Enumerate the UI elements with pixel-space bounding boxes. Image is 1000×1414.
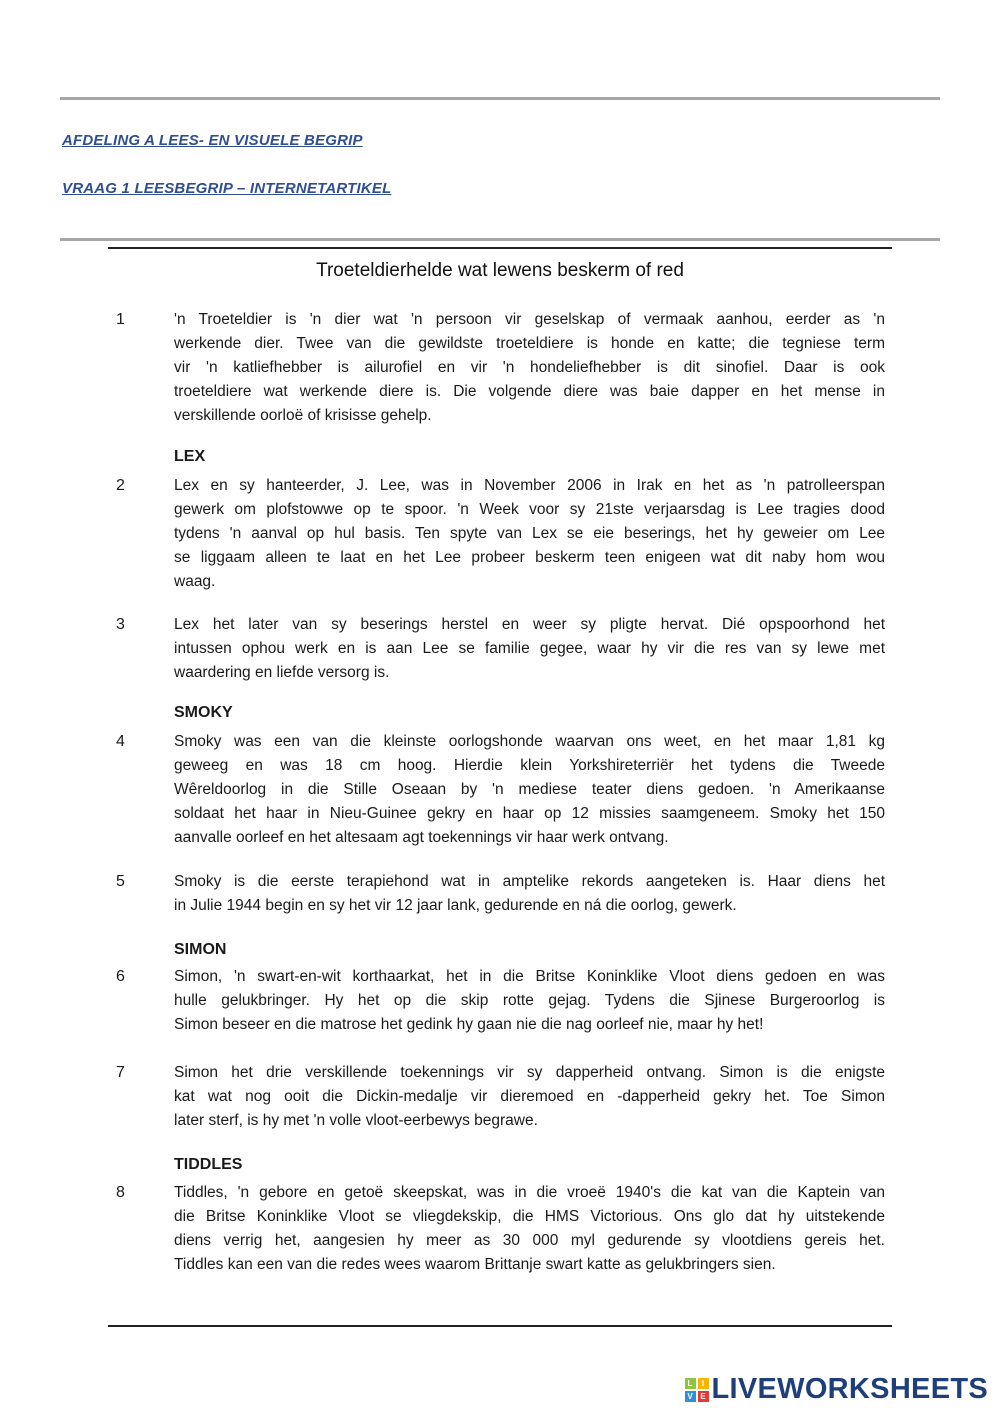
paragraph-line: tydens 'n aanval op hul basis. Ten spyte van Lex se eie beserings, het hy geweier om Lee (174, 525, 885, 542)
logo-letter-tile: V (685, 1391, 696, 1402)
paragraph-line: Lex het later van sy beserings herstel en weer sy pligte hervat. Dié opspoorhond het (174, 616, 885, 633)
divider-top (60, 97, 940, 100)
logo-letter-tile: I (698, 1378, 709, 1389)
paragraph-line: Smoky is die eerste terapiehond wat in amptelike rekords aangeteken is. Haar diens het (174, 873, 885, 890)
question-heading: VRAAG 1 LEESBEGRIP – INTERNETARTIKEL (62, 180, 392, 197)
paragraph-line: hulle gelukbringer. Hy het op die skip rotte gejag. Tydens die Sjinese Burgeroorlog is (174, 992, 885, 1009)
paragraph (174, 870, 885, 918)
section-heading: AFDELING A LEES- EN VISUELE BEGRIP (62, 132, 363, 149)
paragraph-line: Simon het drie verskillende toekennings vir sy dapperheid ontvang. Simon is die enigste (174, 1064, 885, 1081)
divider-middle (60, 238, 940, 241)
paragraph-line: Tiddles, 'n gebore en getoë skeepskat, was in die vroeë 1940's die kat van die Kaptein van (174, 1184, 885, 1201)
paragraph (174, 1181, 885, 1277)
logo-letter-tile: L (685, 1378, 696, 1389)
paragraph-line: Lex en sy hanteerder, J. Lee, was in November 2006 in Irak en het as 'n patrolleerspan (174, 477, 885, 494)
paragraph-line: se liggaam alleen te laat en het Lee probeer beskerm teen enigeen wat dit naby hom wou (174, 549, 885, 566)
article-top-rule (108, 247, 892, 249)
paragraph (174, 613, 885, 685)
paragraph-line: intussen ophou werk en is aan Lee se familie gegee, waar hy vir die res van sy lewe met (174, 640, 885, 657)
paragraph-line: vir 'n katliefhebber is ailurofiel en vir 'n hondeliefhebber is dit sinofiel. Daar is ook (174, 359, 885, 376)
paragraph (174, 474, 885, 594)
paragraph-line: waardering en liefde versorg is. (174, 664, 390, 681)
paragraph (174, 730, 885, 850)
paragraph-line: waag. (174, 573, 216, 590)
paragraph-line: Simon, 'n swart-en-wit korthaarkat, het in die Britse Koninklike Vloot diens gedoen en was (174, 968, 885, 985)
paragraph-line: Tiddles kan een van die redes wees waarom Brittanje swart katte as gelukbringers sien. (174, 1256, 776, 1273)
subheading: TIDDLES (174, 1156, 243, 1173)
paragraph-line: gewerk om plofstowwe op te spoor. 'n Week voor sy 21ste verjaarsdag is Lee tragies dood (174, 501, 885, 518)
paragraph-line: soldaat het haar in Nieu-Guinee gekry en haar op 12 missies saamgeneem. Smoky het 150 (174, 805, 885, 822)
logo-icon (685, 1378, 709, 1402)
logo-letter-tile: E (698, 1391, 709, 1402)
paragraph-line: aanvalle oorleef en het altesaam agt toekennings vir haar werk ontvang. (174, 829, 669, 846)
paragraph-line: diens verrig het, aangesien hy meer as 30 000 myl gedurende sy vlootdiens gereis het. (174, 1232, 885, 1249)
paragraph-number: 8 (116, 1184, 125, 1201)
paragraph-number: 3 (116, 616, 125, 633)
logo-text: LIVEWORKSHEETS (711, 1373, 988, 1405)
paragraph-line: kat wat nog ooit die Dickin-medalje vir dieremoed en -dapperheid gekry het. Toe Simon (174, 1088, 885, 1105)
paragraph (174, 965, 885, 1037)
paragraph-number: 7 (116, 1064, 125, 1081)
paragraph (174, 308, 885, 428)
paragraph-line: verskillende oorloë of krisisse gehelp. (174, 407, 432, 424)
paragraph-line: in Julie 1944 begin en sy het vir 12 jaar lank, gedurende en ná die oorlog, gewerk. (174, 897, 737, 914)
article-title: Troeteldierhelde wat lewens beskerm of red (316, 260, 684, 281)
subheading: SMOKY (174, 704, 233, 721)
paragraph-line: Smoky was een van die kleinste oorlogshonde waarvan ons weet, en het maar 1,81 kg (174, 733, 885, 750)
paragraph-line: troeteldiere wat werkende diere is. Die volgende diere was baie dapper en het mense in (174, 383, 885, 400)
paragraph-number: 5 (116, 873, 125, 890)
liveworksheets-logo (685, 1373, 989, 1406)
paragraph-number: 4 (116, 733, 125, 750)
subheading: SIMON (174, 941, 227, 958)
paragraph-number: 1 (116, 311, 125, 328)
paragraph-line: Simon beseer en die matrose het gedink hy gaan nie die nag oorleef nie, maar hy het! (174, 1016, 764, 1033)
paragraph-line: later sterf, is hy met 'n volle vloot-eerbewys begrawe. (174, 1112, 538, 1129)
paragraph-line: die Britse Koninklike Vloot se vliegdekskip, die HMS Victorious. Ons glo dat hy uitstekende (174, 1208, 885, 1225)
paragraph-line: geweeg en was 18 cm hoog. Hierdie klein Yorkshireterriër het tydens die Tweede (174, 757, 885, 774)
article-bottom-rule (108, 1325, 892, 1327)
paragraph (174, 1061, 885, 1133)
paragraph-line: werkende dier. Twee van die gewildste troeteldiere is honde en katte; die tegniese term (174, 335, 885, 352)
paragraph-number: 6 (116, 968, 125, 985)
paragraph-number: 2 (116, 477, 125, 494)
paragraph-line: Wêreldoorlog in die Stille Oseaan by 'n mediese teater diens gedoen. 'n Amerikaanse (174, 781, 885, 798)
paragraph-line: 'n Troeteldier is 'n dier wat 'n persoon vir geselskap of vermaak aanhou, eerder as 'n (174, 311, 885, 328)
subheading: LEX (174, 448, 206, 465)
